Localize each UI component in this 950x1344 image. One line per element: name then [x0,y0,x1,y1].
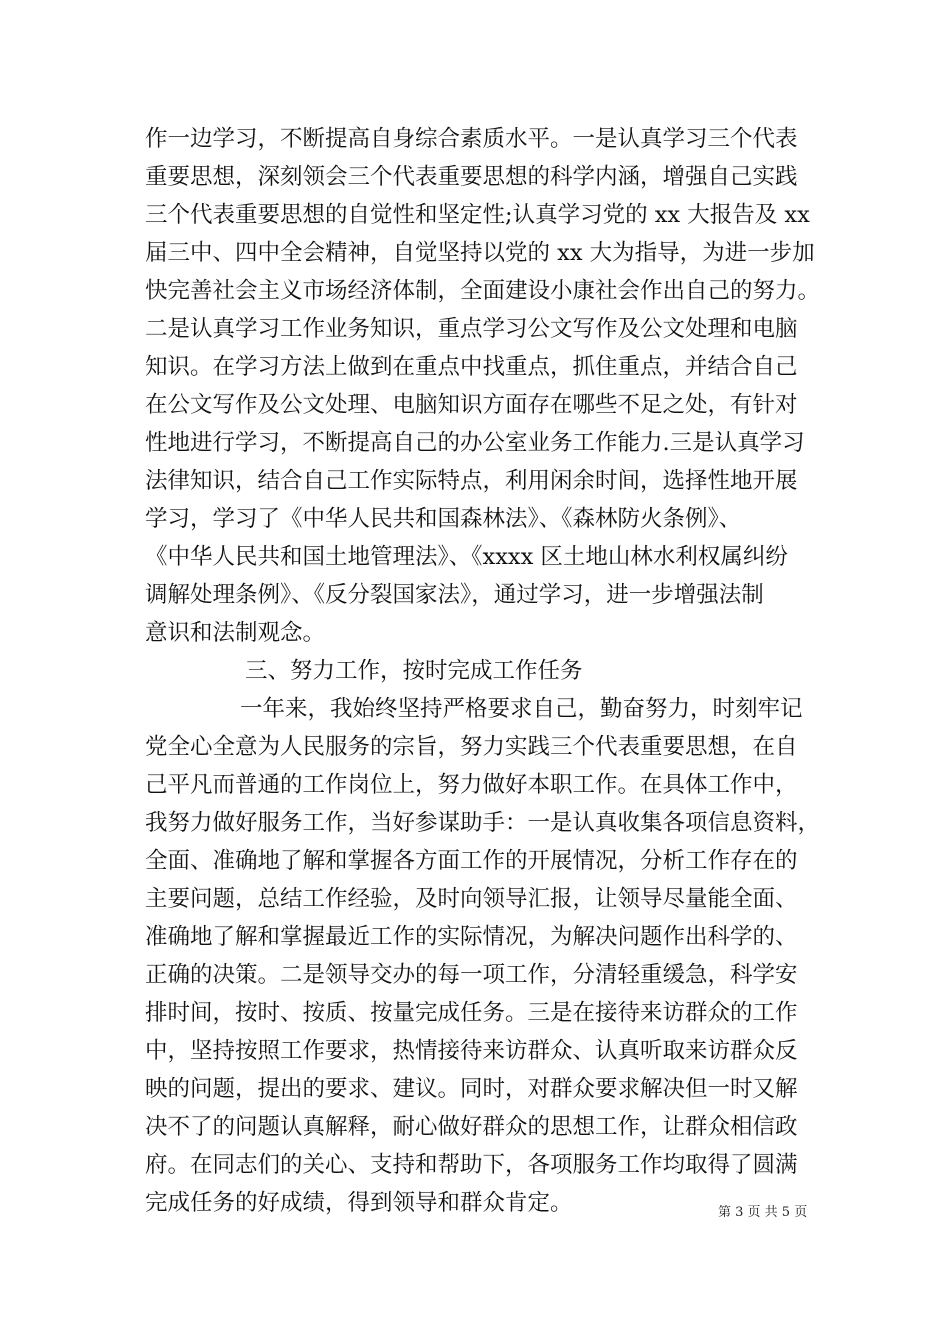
paragraph-line: 主要问题，总结工作经验，及时向领导汇报，让领导尽量能全面、 [145,886,798,912]
paragraph-line: 全面、准确地了解和掌握各方面工作的开展情况，分析工作存在的 [145,848,798,874]
paragraph-line: 快完善社会主义市场经济体制，全面建设小康社会作出自己的努力。 [145,278,821,304]
paragraph-line: 映的问题，提出的要求、建议。同时，对群众要求解决但一时又解 [145,1076,798,1102]
paragraph-line: 决不了的问题认真解释，耐心做好群众的思想工作，让群众相信政 [145,1114,798,1140]
paragraph-line: 意识和法制观念。 [145,620,326,646]
paragraph-line: 二是认真学习工作业务知识，重点学习公文写作及公文处理和电脑 [145,316,798,342]
section-heading: 三、努力工作，按时完成工作任务 [245,658,583,684]
paragraph-line: 调解处理条例》、《反分裂国家法》，通过学习，进一步增强法制 [145,582,764,608]
paragraph-line: 一年来，我始终坚持严格要求自己，勤奋努力，时刻牢记 [240,696,803,722]
paragraph-line: 性地进行学习，不断提高自己的办公室业务工作能力.三是认真学习 [145,430,805,456]
paragraph-line: 己平凡而普通的工作岗位上，努力做好本职工作。在具体工作中， [145,772,798,798]
paragraph-line: 作一边学习，不断提高自身综合素质水平。一是认真学习三个代表 [145,126,798,152]
paragraph-line: 排时间，按时、按质、按量完成任务。三是在接待来访群众的工作 [145,1000,798,1026]
paragraph-line: 重要思想，深刻领会三个代表重要思想的科学内涵，增强自己实践 [145,164,798,190]
paragraph-line: 正确的决策。二是领导交办的每一项工作，分清轻重缓急，科学安 [145,962,798,988]
paragraph-line: 完成任务的好成绩，得到领导和群众肯定。 [145,1190,573,1216]
paragraph-line: 中，坚持按照工作要求，热情接待来访群众、认真听取来访群众反 [145,1038,798,1064]
paragraph-line: 届三中、四中全会精神，自觉坚持以党的 xx 大为指导，为进一步加 [145,240,815,266]
paragraph-line: 我努力做好服务工作，当好参谋助手：一是认真收集各项信息资料， [145,810,821,836]
paragraph-line: 法律知识，结合自己工作实际特点，利用闲余时间，选择性地开展 [145,468,798,494]
page-number: 第 3 页 共 5 页 [718,1205,808,1220]
paragraph-line: 准确地了解和掌握最近工作的实际情况，为解决问题作出科学的、 [145,924,798,950]
paragraph-line: 党全心全意为人民服务的宗旨，努力实践三个代表重要思想，在自 [145,734,798,760]
paragraph-line: 在公文写作及公文处理、电脑知识方面存在哪些不足之处，有针对 [145,392,798,418]
paragraph-line: 府。在同志们的关心、支持和帮助下，各项服务工作均取得了圆满 [145,1152,798,1178]
paragraph-line: 《中华人民共和国土地管理法》、《xxxx 区土地山林水利权属纠纷 [145,544,788,570]
paragraph-line: 三个代表重要思想的自觉性和坚定性;认真学习党的 xx 大报告及 xx [145,202,810,228]
paragraph-line: 知识。在学习方法上做到在重点中找重点，抓住重点，并结合自己 [145,354,798,380]
paragraph-line: 学习，学习了《中华人民共和国森林法》、《森林防火条例》、 [145,506,742,532]
